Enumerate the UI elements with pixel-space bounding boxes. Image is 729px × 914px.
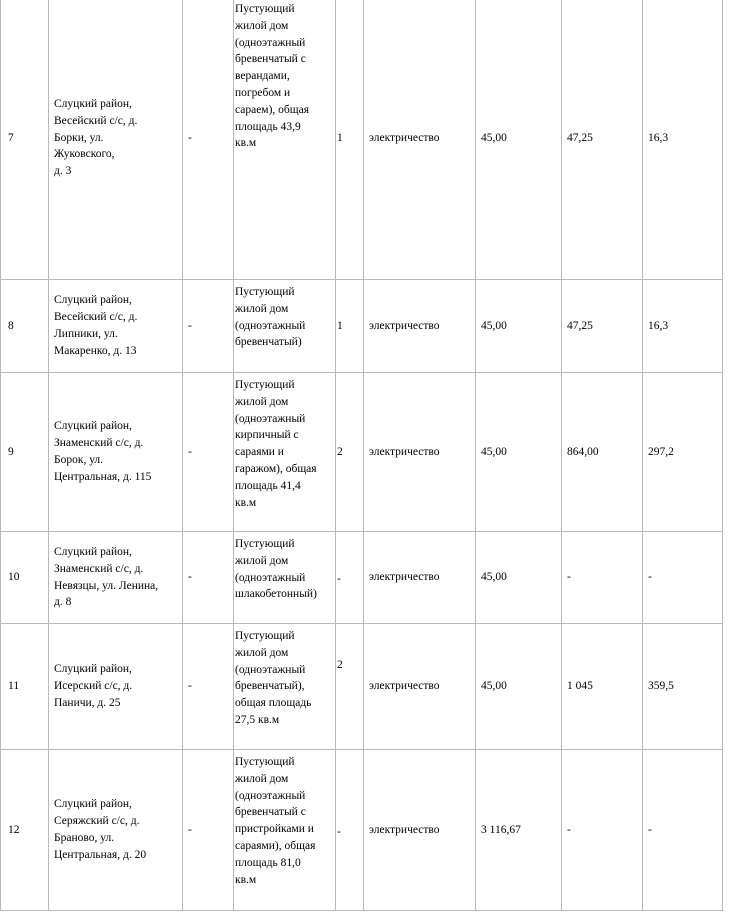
value-cell: 45,00: [476, 0, 562, 280]
description-line: кв.м: [235, 873, 257, 886]
dash-cell: -: [183, 532, 234, 624]
value-cell: 45,00: [476, 373, 562, 532]
description-line: жилой дом: [235, 646, 289, 659]
description-cell: [234, 624, 336, 750]
location-line: Весейский с/с, д.: [54, 114, 138, 127]
location-cell: [49, 532, 183, 624]
description-line: кв.м: [235, 496, 257, 509]
value-cell: 47,25: [562, 280, 643, 373]
count-cell: -: [336, 750, 364, 911]
description-line: шлакобетонный): [235, 588, 317, 601]
description-line: Пустующий: [235, 379, 295, 391]
location-line: Борки, ул.: [54, 131, 104, 144]
location-line: Невязцы, ул. Ленина,: [54, 579, 159, 592]
description-line: Пустующий: [235, 286, 295, 298]
description-line: бревенчатый),: [235, 680, 305, 693]
description-line: (одноэтажный: [235, 789, 306, 802]
description-line: (одноэтажный: [235, 319, 306, 332]
utility-cell: электричество: [364, 532, 476, 624]
description-line: пристройками и: [235, 823, 314, 836]
location-line: Липники, ул.: [54, 328, 118, 340]
description-line: бревенчатый): [235, 336, 302, 349]
value-cell: 297,2: [643, 373, 723, 532]
description-line: Пустующий: [235, 3, 295, 15]
value-cell: 16,3: [643, 0, 723, 280]
row-number: 8: [1, 280, 49, 373]
value-cell: 45,00: [476, 280, 562, 373]
description-cell: [234, 373, 336, 532]
location-cell: [49, 750, 183, 911]
location-line: Жуковского,: [54, 148, 115, 161]
value-cell: 359,5: [643, 624, 723, 750]
utility-cell: электричество: [364, 373, 476, 532]
dash-cell: -: [183, 624, 234, 750]
description-line: жилой дом: [235, 19, 289, 32]
description-line: верандами,: [235, 70, 290, 83]
description-line: (одноэтажный: [235, 571, 306, 584]
value-cell: 1 045: [562, 624, 643, 750]
value-cell: 864,00: [562, 373, 643, 532]
description-line: площадь 41,4: [235, 479, 301, 492]
count-cell: 1: [336, 280, 364, 373]
value-cell: -: [643, 532, 723, 624]
location-line: Центральная, д. 20: [54, 848, 147, 861]
row-number: 11: [1, 624, 49, 750]
location-line: Знаменский с/с, д.: [54, 562, 144, 575]
table-row: [1, 532, 723, 624]
count-cell: 2: [336, 373, 364, 532]
location-cell: [49, 624, 183, 750]
description-cell: [234, 0, 336, 280]
row-number: 9: [1, 373, 49, 532]
location-line: Слуцкий район,: [54, 98, 132, 110]
description-line: погребом и: [235, 86, 291, 99]
row-number: 12: [1, 750, 49, 911]
location-line: д. 8: [54, 596, 72, 609]
description-line: Пустующий: [235, 756, 295, 768]
description-cell: [234, 750, 336, 911]
value-cell: 16,3: [643, 280, 723, 373]
utility-cell: электричество: [364, 750, 476, 911]
location-line: Слуцкий район,: [54, 798, 132, 811]
location-line: Браново, ул.: [54, 832, 115, 844]
location-line: Серяжский с/с, д.: [54, 815, 140, 828]
description-line: бревенчатый с: [235, 806, 306, 819]
description-cell: [234, 532, 336, 624]
value-cell: -: [562, 532, 643, 624]
location-line: Борок, ул.: [54, 454, 104, 466]
dash-cell: -: [183, 750, 234, 911]
value-cell: 3 116,67: [476, 750, 562, 911]
dash-cell: -: [183, 373, 234, 532]
description-cell: [234, 280, 336, 373]
location-line: Весейский с/с, д.: [54, 311, 138, 324]
description-line: бревенчатый с: [235, 53, 306, 66]
description-line: жилой дом: [235, 395, 289, 408]
utility-cell: электричество: [364, 280, 476, 373]
location-line: Исерский с/с, д.: [54, 680, 133, 693]
location-line: Паничи, д. 25: [54, 696, 121, 709]
table-row: [1, 750, 723, 911]
row-number: 7: [1, 0, 49, 280]
description-line: жилой дом: [235, 772, 289, 785]
description-line: сараями и: [235, 446, 284, 459]
location-line: Слуцкий район,: [54, 294, 132, 307]
description-line: гаражом), общая: [235, 462, 317, 475]
value-cell: -: [562, 750, 643, 911]
description-line: (одноэтажный: [235, 36, 306, 49]
description-line: (одноэтажный: [235, 412, 306, 425]
description-line: (одноэтажный: [235, 663, 306, 676]
value-cell: 45,00: [476, 624, 562, 750]
location-line: Слуцкий район,: [54, 420, 132, 433]
description-line: общая площадь: [235, 697, 312, 710]
dash-cell: -: [183, 0, 234, 280]
location-line: Знаменский с/с, д.: [54, 437, 144, 450]
value-cell: -: [643, 750, 723, 911]
description-line: 27,5 кв.м: [235, 713, 280, 726]
location-line: Слуцкий район,: [54, 663, 132, 676]
utility-cell: электричество: [364, 0, 476, 280]
table-row: [1, 280, 723, 373]
description-line: площадь 81,0: [235, 856, 301, 869]
location-line: д. 3: [54, 165, 72, 178]
count-cell: -: [336, 532, 364, 624]
table-row: [1, 624, 723, 750]
description-line: жилой дом: [235, 302, 289, 315]
count-cell: 2: [336, 624, 364, 750]
utility-cell: электричество: [364, 624, 476, 750]
value-cell: 47,25: [562, 0, 643, 280]
location-line: Макаренко, д. 13: [54, 344, 137, 357]
count-cell: 1: [336, 0, 364, 280]
table-row: [1, 0, 723, 280]
description-line: кирпичный с: [235, 429, 299, 442]
description-line: Пустующий: [235, 538, 295, 550]
location-cell: [49, 373, 183, 532]
dash-cell: -: [183, 280, 234, 373]
location-cell: [49, 0, 183, 280]
row-number: 10: [1, 532, 49, 624]
value-cell: 45,00: [476, 532, 562, 624]
description-line: площадь 43,9: [235, 120, 301, 133]
description-line: жилой дом: [235, 554, 289, 567]
table-body: [1, 0, 723, 911]
description-line: сараями), общая: [235, 839, 316, 852]
description-line: Пустующий: [235, 630, 295, 642]
description-line: кв.м: [235, 137, 257, 150]
location-line: Центральная, д. 115: [54, 470, 152, 483]
location-line: Слуцкий район,: [54, 545, 132, 558]
description-line: сараем), общая: [235, 103, 310, 116]
table-row: [1, 373, 723, 532]
location-cell: [49, 280, 183, 373]
